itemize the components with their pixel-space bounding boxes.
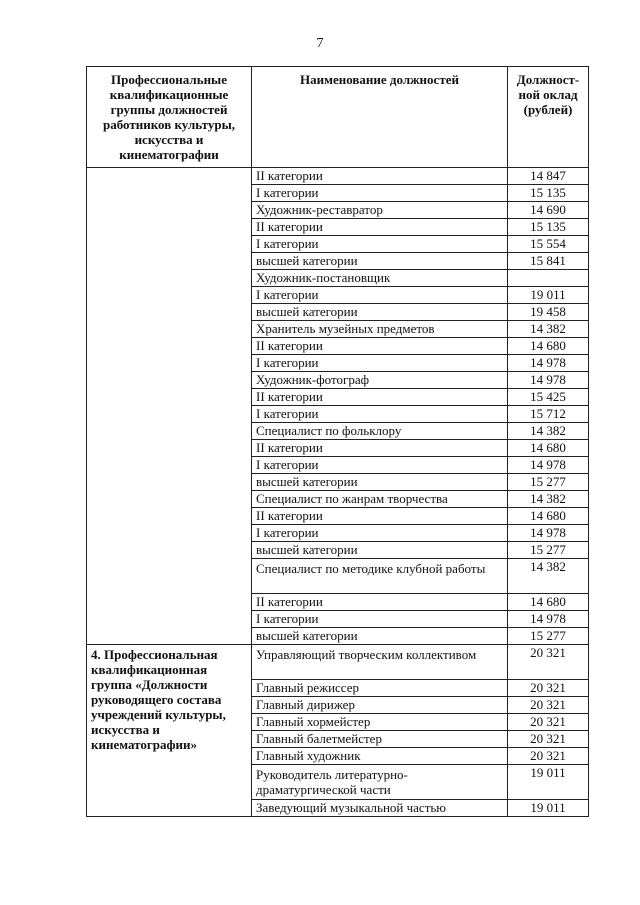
position-name: II категории [252, 389, 508, 406]
position-name: I категории [252, 185, 508, 202]
position-name: I категории [252, 457, 508, 474]
position-name: Специалист по жанрам творчества [252, 491, 508, 508]
position-name: Главный хормейстер [252, 714, 508, 731]
position-name: II категории [252, 338, 508, 355]
salary-value: 14 680 [508, 508, 589, 525]
salary-value: 20 321 [508, 680, 589, 697]
position-name: I категории [252, 525, 508, 542]
salary-value: 14 382 [508, 491, 589, 508]
position-name: II категории [252, 219, 508, 236]
table-row [87, 645, 589, 680]
header-salary: Должност-ной оклад (рублей) [508, 67, 589, 168]
salary-value: 14 978 [508, 611, 589, 628]
salary-value: 15 554 [508, 236, 589, 253]
position-name: I категории [252, 287, 508, 304]
position-name: высшей категории [252, 542, 508, 559]
salary-value: 15 135 [508, 185, 589, 202]
salary-value: 14 680 [508, 594, 589, 611]
salary-value: 15 277 [508, 542, 589, 559]
position-name: II категории [252, 594, 508, 611]
position-name: Художник-фотограф [252, 372, 508, 389]
salary-value: 20 321 [508, 748, 589, 765]
position-name: Главный дирижер [252, 697, 508, 714]
salary-value: 14 847 [508, 168, 589, 185]
salary-value: 20 321 [508, 697, 589, 714]
position-name: Хранитель музейных предметов [252, 321, 508, 338]
salary-value: 19 011 [508, 287, 589, 304]
salary-value: 20 321 [508, 645, 589, 680]
position-name: Управляющий творческим коллективом [252, 645, 508, 680]
salary-value: 14 978 [508, 372, 589, 389]
salary-value: 19 458 [508, 304, 589, 321]
salary-value: 14 382 [508, 423, 589, 440]
salary-value: 14 690 [508, 202, 589, 219]
position-name: высшей категории [252, 304, 508, 321]
salary-value: 15 135 [508, 219, 589, 236]
salary-value: 14 978 [508, 525, 589, 542]
salary-value: 15 841 [508, 253, 589, 270]
position-name: высшей категории [252, 474, 508, 491]
salary-value: 15 425 [508, 389, 589, 406]
position-name: II категории [252, 168, 508, 185]
salary-value: 19 011 [508, 765, 589, 800]
position-name: высшей категории [252, 253, 508, 270]
table-row [87, 168, 589, 185]
header-position: Наименование должностей [252, 67, 508, 168]
salary-value: 20 321 [508, 731, 589, 748]
salary-value: 14 382 [508, 559, 589, 594]
salary-value: 20 321 [508, 714, 589, 731]
position-name: I категории [252, 355, 508, 372]
position-name: I категории [252, 236, 508, 253]
position-name: Главный режиссер [252, 680, 508, 697]
position-name: I категории [252, 406, 508, 423]
position-name: Художник-реставратор [252, 202, 508, 219]
position-name: II категории [252, 508, 508, 525]
salary-value: 15 277 [508, 628, 589, 645]
salary-value: 14 978 [508, 355, 589, 372]
position-name: Художник-постановщик [252, 270, 508, 287]
salary-value: 15 712 [508, 406, 589, 423]
position-name: высшей категории [252, 628, 508, 645]
header-group: Профессиональные квалификационные группы должностей работников культуры, искусства и кинематографии [87, 67, 252, 168]
position-name: Специалист по методике клубной работы [252, 559, 508, 594]
position-name: Руководитель литературно-драматургической части [252, 765, 508, 800]
page-number: 7 [316, 36, 324, 51]
position-name: Главный балетмейстер [252, 731, 508, 748]
salary-table [86, 66, 589, 817]
salary-value: 14 382 [508, 321, 589, 338]
salary-value: 14 978 [508, 457, 589, 474]
position-name: Специалист по фольклору [252, 423, 508, 440]
position-name: Главный художник [252, 748, 508, 765]
group-cell [87, 168, 252, 645]
salary-value: 15 277 [508, 474, 589, 491]
salary-value [508, 270, 589, 287]
group-cell: 4. Профессиональная квалификационная группа «Должности руководящего состава учреждений культуры, искусства и кинематографии» [87, 645, 252, 817]
salary-value: 14 680 [508, 338, 589, 355]
position-name: Заведующий музыкальной частью [252, 800, 508, 817]
table-header-row [87, 67, 589, 168]
salary-value: 19 011 [508, 800, 589, 817]
salary-value: 14 680 [508, 440, 589, 457]
position-name: I категории [252, 611, 508, 628]
position-name: II категории [252, 440, 508, 457]
table-body [87, 168, 589, 817]
